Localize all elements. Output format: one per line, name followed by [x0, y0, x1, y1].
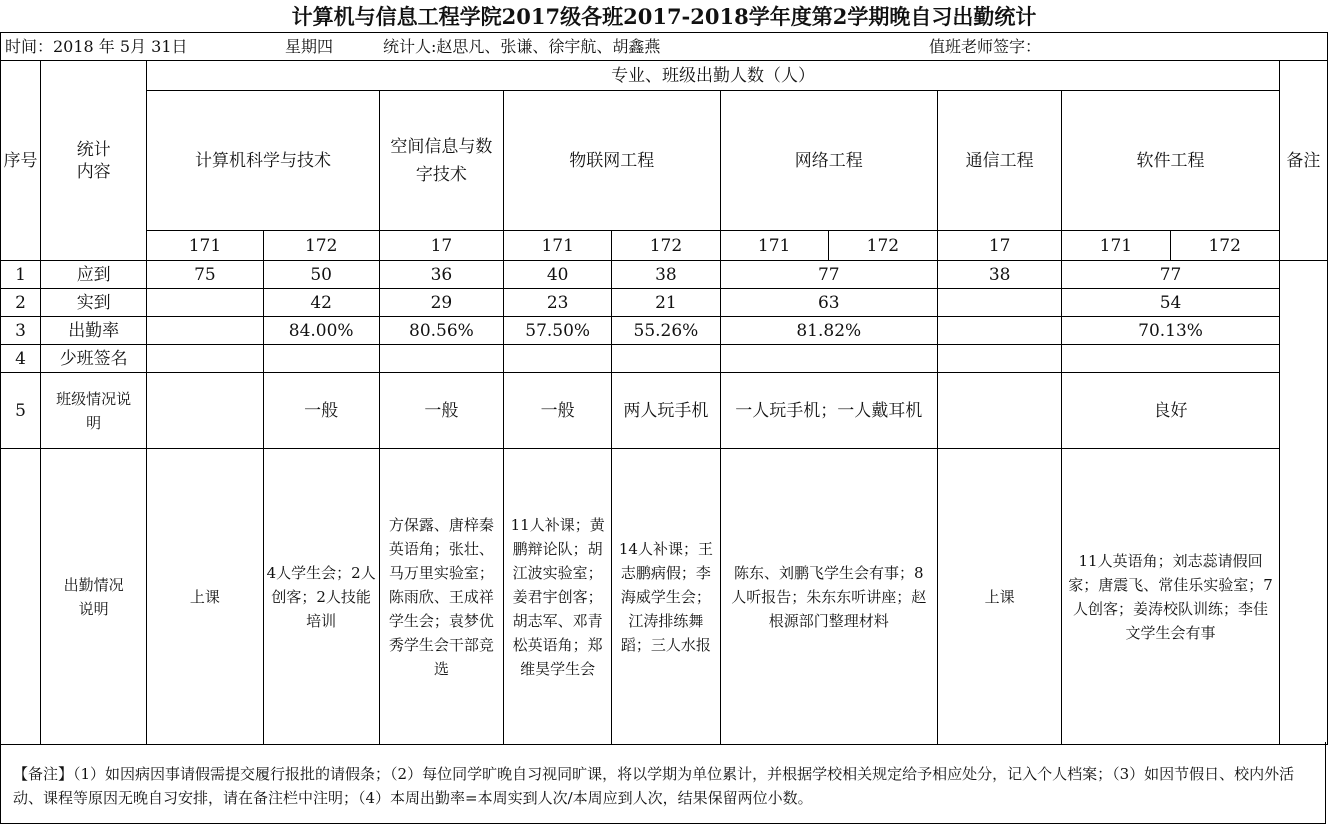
major-header: 计算机科学与技术 — [147, 91, 380, 231]
data-cell: 11人补课；黄鹏辩论队；胡江波实验室；姜君宇创客；胡志军、邓青松英语角；郑维昊学生会 — [504, 449, 612, 745]
major-header: 空间信息与数字技术 — [379, 91, 503, 231]
class-header: 17 — [938, 231, 1062, 261]
data-cell — [147, 317, 263, 345]
weekday-text: 星期四 — [285, 37, 334, 56]
data-cell: 一般 — [379, 373, 503, 449]
data-cell: 4人学生会；2人创客；2人技能培训 — [263, 449, 379, 745]
row-number: 2 — [1, 289, 41, 317]
data-cell: 陈东、刘鹏飞学生会有事；8人听报告；朱东东听讲座；赵根源部门整理材料 — [720, 449, 937, 745]
data-cell: 29 — [379, 289, 503, 317]
data-cell — [147, 373, 263, 449]
table-row — [1, 449, 1328, 745]
date-text: 时间：2018 年 5月 31日 — [5, 37, 188, 56]
row-label: 出勤情况说明 — [41, 449, 147, 745]
signature-cell[interactable] — [720, 345, 937, 373]
data-cell: 上课 — [938, 449, 1062, 745]
data-cell: 57.50% — [504, 317, 612, 345]
content-header: 统计内容 — [41, 61, 147, 261]
row-label: 出勤率 — [41, 317, 147, 345]
remark-cell — [1279, 261, 1327, 745]
data-cell — [147, 289, 263, 317]
data-cell: 54 — [1062, 289, 1280, 317]
major-header: 通信工程 — [938, 91, 1062, 231]
data-cell: 50 — [263, 261, 379, 289]
data-cell: 方保露、唐梓秦英语角；张壮、马万里实验室；陈雨欣、王成祥学生会；袁梦优秀学生会干部竞选 — [379, 449, 503, 745]
teacher-sign-field[interactable]: 值班老师签字： — [929, 37, 1042, 56]
row-number: 5 — [1, 373, 41, 449]
data-cell: 上课 — [147, 449, 263, 745]
page-title: 计算机与信息工程学院2017级各班2017-2018学年度第2学期晚自习出勤统计 — [291, 4, 1037, 29]
data-cell: 55.26% — [612, 317, 720, 345]
data-cell: 一般 — [263, 373, 379, 449]
table-row — [1, 345, 1328, 373]
signature-cell[interactable] — [263, 345, 379, 373]
row-number: 4 — [1, 345, 41, 373]
data-cell: 一人玩手机；一人戴耳机 — [720, 373, 937, 449]
group-header: 专业、班级出勤人数（人） — [147, 61, 1280, 91]
statisticians-text: 统计人:赵思凡、张谦、徐宇航、胡鑫燕 — [383, 37, 661, 56]
data-cell: 良好 — [1062, 373, 1280, 449]
data-cell: 14人补课；王志鹏病假；李海威学生会；江涛排练舞蹈；三人水报 — [612, 449, 720, 745]
data-cell: 75 — [147, 261, 263, 289]
major-header: 软件工程 — [1062, 91, 1280, 231]
data-cell: 81.82% — [720, 317, 937, 345]
data-cell: 36 — [379, 261, 503, 289]
data-cell: 11人英语角；刘志蕊请假回家；唐震飞、常佳乐实验室；7人创客；姜涛校队训练；李佳文学生会有事 — [1062, 449, 1280, 745]
table-row — [1, 261, 1328, 289]
class-header: 172 — [612, 231, 720, 261]
signature-cell[interactable] — [612, 345, 720, 373]
signature-cell[interactable] — [1062, 345, 1280, 373]
remark-header: 备注 — [1279, 61, 1327, 261]
attendance-table — [0, 60, 1328, 745]
notes: 【备注】（1）如因病因事请假需提交履行报批的请假条；（2）每位同学旷晚自习视同旷课，将以学期为单位累计，并根据学校相关规定给予相应处分，记入个人档案；（3）如因节假日、校内外活动、课程等原因无晚自习安排，请在备注栏中注明；（4）本周出勤率=本周实到人次/本周应到人次，结果保留两位小数。 — [0, 742, 1326, 824]
data-cell: 23 — [504, 289, 612, 317]
class-header: 171 — [504, 231, 612, 261]
row-label: 班级情况说明 — [41, 373, 147, 449]
data-cell — [938, 289, 1062, 317]
table-row — [1, 373, 1328, 449]
class-header: 171 — [720, 231, 828, 261]
signature-cell[interactable] — [379, 345, 503, 373]
data-cell: 42 — [263, 289, 379, 317]
class-header: 171 — [1062, 231, 1170, 261]
info-bar — [0, 32, 1328, 61]
data-cell: 21 — [612, 289, 720, 317]
table-row — [1, 289, 1328, 317]
signature-cell[interactable] — [147, 345, 263, 373]
data-cell: 63 — [720, 289, 937, 317]
data-cell — [938, 317, 1062, 345]
data-cell: 38 — [938, 261, 1062, 289]
data-cell: 40 — [504, 261, 612, 289]
signature-cell[interactable] — [504, 345, 612, 373]
row-label: 应到 — [41, 261, 147, 289]
row-number — [1, 449, 41, 745]
major-header: 网络工程 — [720, 91, 937, 231]
class-header: 172 — [263, 231, 379, 261]
row-label: 实到 — [41, 289, 147, 317]
seq-header: 序号 — [1, 61, 41, 261]
data-cell: 70.13% — [1062, 317, 1280, 345]
signature-cell[interactable] — [938, 345, 1062, 373]
row-number: 3 — [1, 317, 41, 345]
data-cell: 77 — [1062, 261, 1280, 289]
table-row — [1, 317, 1328, 345]
class-header: 17 — [379, 231, 503, 261]
class-header: 172 — [1170, 231, 1279, 261]
data-cell: 38 — [612, 261, 720, 289]
data-cell: 两人玩手机 — [612, 373, 720, 449]
class-header: 171 — [147, 231, 263, 261]
class-header: 172 — [828, 231, 937, 261]
data-cell — [938, 373, 1062, 449]
data-cell: 一般 — [504, 373, 612, 449]
data-cell: 80.56% — [379, 317, 503, 345]
row-number: 1 — [1, 261, 41, 289]
major-header: 物联网工程 — [504, 91, 720, 231]
data-cell: 84.00% — [263, 317, 379, 345]
data-cell: 77 — [720, 261, 937, 289]
row-label: 少班签名 — [41, 345, 147, 373]
